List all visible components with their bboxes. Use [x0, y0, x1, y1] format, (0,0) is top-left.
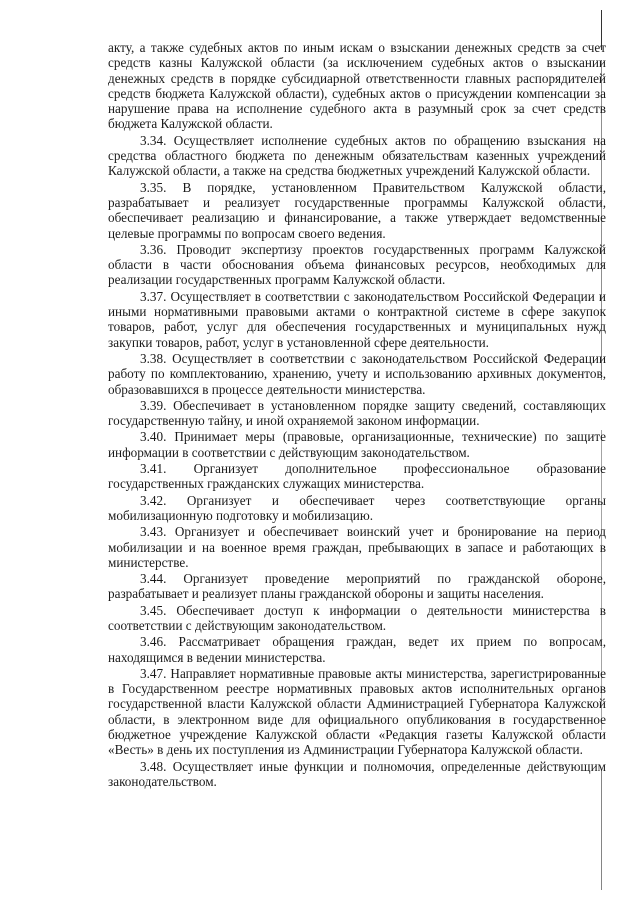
paragraph-continuation: акту, а также судебных актов по иным искам о взыскании денежных средств за счет средств казны Калужской области (за исключением судебных актов о взыскании денежных средств в порядке субсидиарной ответственности главных распорядителей средств бюджета Калужской области), судебных актов о присуждении компенсации за нарушение права на исполнение судебного акта в разумный срок за счет средств бюджета Калужской области.: [108, 40, 606, 132]
paragraph-3-38: 3.38. Осуществляет в соответствии с законодательством Российской Федерации работу по комплектованию, хранению, учету и использованию архивных документов, образовавшихся в процессе деятельности министерства.: [108, 350, 606, 397]
paragraph-3-42: 3.42. Организует и обеспечивает через соответствующие органы мобилизационную подготовку и мобилизацию.: [108, 492, 606, 523]
paragraph-3-36: 3.36. Проводит экспертизу проектов государственных программ Калужской области в части обоснования объема финансовых ресурсов, необходимых для реализации государственных программ Калужской области.: [108, 241, 606, 288]
paragraph-3-44: 3.44. Организует проведение мероприятий по гражданской обороне, разрабатывает и реализует планы гражданской обороны и защиты населения.: [108, 571, 606, 602]
paragraph-3-47: 3.47. Направляет нормативные правовые акты министерства, зарегистрированные в Государственном реестре нормативных правовых актов исполнительных органов государственной власти Калужской области Администрацией Губернатора Калужской области, в электронном виде для официального опубликования в государственное бюджетное учреждение Калужской области «Редакция газеты Калужской области «Весть» в день их поступления из Администрации Губернатора Калужской области.: [108, 665, 606, 758]
paragraph-3-45: 3.45. Обеспечивает доступ к информации о деятельности министерства в соответствии с действующим законодательством.: [108, 602, 606, 633]
document-body: [108, 40, 606, 789]
paragraph-3-46: 3.46. Рассматривает обращения граждан, ведет их прием по вопросам, находящимся в ведении министерства.: [108, 634, 606, 665]
paragraph-3-39: 3.39. Обеспечивает в установленном порядке защиту сведений, составляющих государственную тайну, и иной охраняемой законом информации.: [108, 397, 606, 429]
paragraph-3-43: 3.43. Организует и обеспечивает воинский учет и бронирование на период мобилизации и на военное время граждан, пребывающих в запасе и работающих в министерстве.: [108, 524, 606, 570]
paragraph-3-41: 3.41. Организует дополнительное профессиональное образование государственных гражданских служащих министерства.: [108, 461, 606, 492]
paragraph-3-40: 3.40. Принимает меры (правовые, организационные, технические) по защите информации в соответствии с действующим законодательством.: [108, 429, 606, 460]
paragraph-3-48: 3.48. Осуществляет иные функции и полномочия, определенные действующим законодательством.: [108, 758, 606, 789]
paragraph-3-37: 3.37. Осуществляет в соответствии с законодательством Российской Федерации и иными нормативными правовыми актами о контрактной системе в сфере закупок товаров, работ, услуг для обеспечения государственных и муниципальных нужд закупки товаров, работ, услуг в установленной сфере деятельности.: [108, 288, 606, 350]
paragraph-3-34: 3.34. Осуществляет исполнение судебных актов по обращению взыскания на средства областного бюджета по денежным обязательствам казенных учреждений Калужской области, а также на средства бюджетных учреждений Калужской области.: [108, 132, 606, 179]
paragraph-3-35: 3.35. В порядке, установленном Правительством Калужской области, разрабатывает и реализует государственные программы Калужской области, обеспечивает реализацию и финансирование, а также утверждает ведомственные целевые программы по вопросам своего ведения.: [108, 179, 606, 241]
